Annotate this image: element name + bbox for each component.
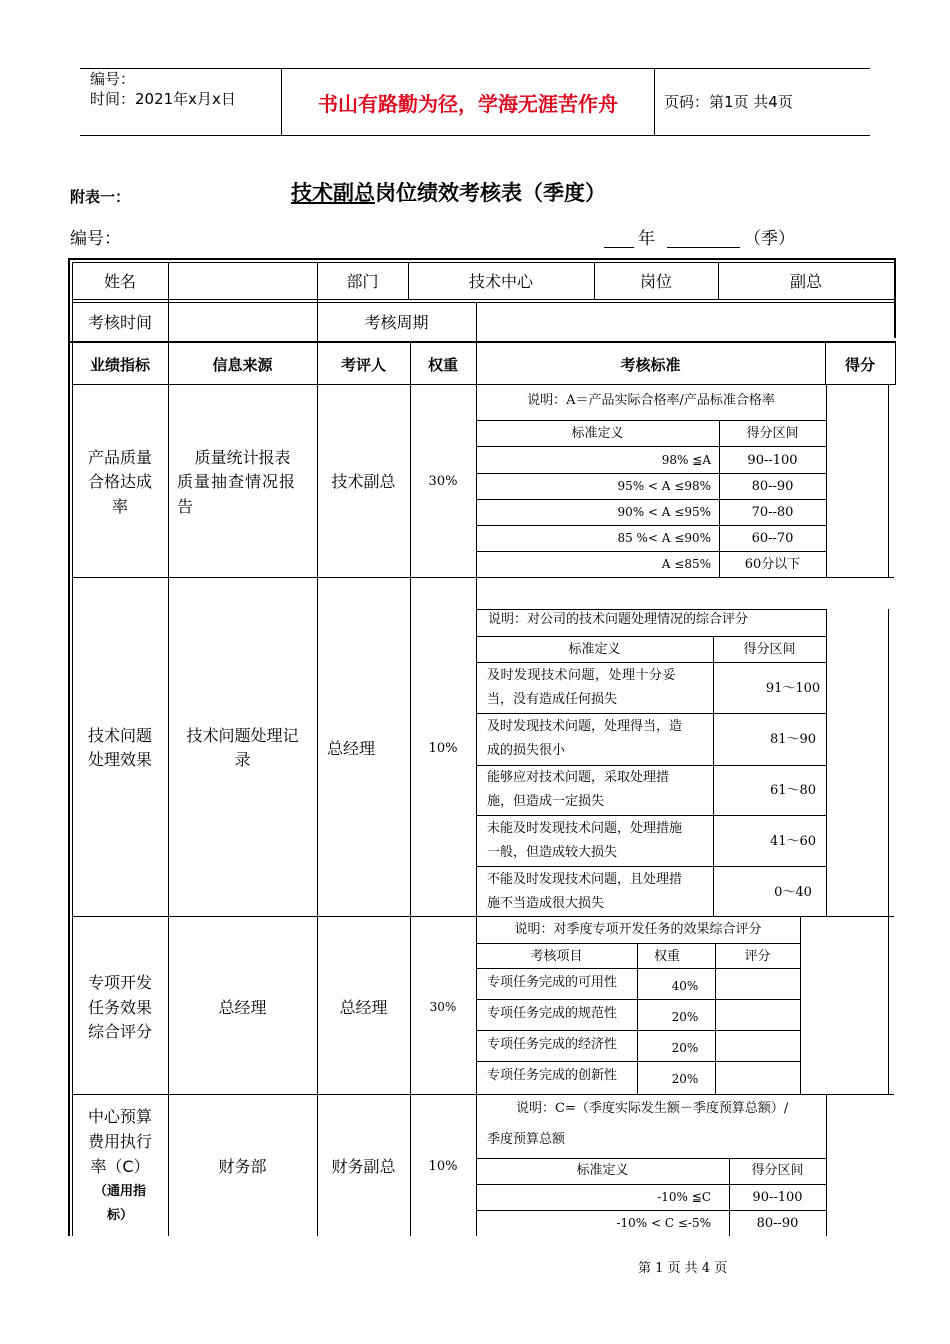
post-value: 副总 (789, 272, 822, 291)
col-score: 得分 (844, 356, 875, 374)
criteria-range: 41～60 (769, 834, 817, 849)
criteria-range: 60分以下 (744, 557, 801, 572)
criteria-head-item: 考核项目 (530, 949, 583, 964)
criteria-score-cell[interactable] (716, 1000, 799, 1029)
criteria-note: 季度预算总额 (487, 1132, 566, 1147)
criteria-range: 80--90 (751, 479, 794, 494)
criteria-range: 90--100 (752, 1190, 803, 1205)
col-indicator: 业绩指标 (89, 356, 150, 374)
weight: 30% (428, 474, 458, 489)
criteria-score-cell[interactable] (716, 969, 799, 998)
criteria-def: 及时发现技术问题，处理十分妥 (487, 668, 677, 683)
page-title-rest: 岗位绩效考核表（季度） (375, 181, 606, 205)
indicator-line: 产品质量 (87, 448, 152, 467)
post-label: 岗位 (639, 272, 672, 291)
criteria-head-score: 评分 (744, 949, 771, 964)
criteria-range: 91～100 (765, 681, 821, 696)
criteria-item: 专项任务完成的可用性 (487, 975, 618, 990)
criteria-range: 60--70 (751, 531, 794, 546)
dept-value: 技术中心 (468, 272, 533, 291)
source-line: 质量统计报表 (194, 448, 291, 467)
header-page-info: 页码：第1页 共4页 (664, 93, 793, 111)
criteria-weight: 20% (671, 1072, 699, 1086)
criteria-head-range: 得分区间 (743, 642, 796, 657)
criteria-item: 专项任务完成的经济性 (487, 1037, 618, 1052)
criteria-def: 90% < A ≤95% (617, 505, 711, 519)
indicator-line: 综合评分 (87, 1022, 152, 1041)
criteria-range: 0～40 (774, 885, 812, 900)
weight: 30% (429, 1000, 457, 1014)
criteria-weight: 20% (671, 1041, 699, 1055)
year-label: 年 (638, 229, 655, 249)
dept-label: 部门 (346, 272, 379, 291)
appendix-label: 附表一： (70, 188, 131, 206)
criteria-def: 及时发现技术问题，处理得当，造 (487, 719, 683, 734)
time-field[interactable] (170, 304, 316, 340)
indicator-line: 任务效果 (87, 998, 152, 1017)
criteria-def: 施，但造成一定损失 (487, 794, 605, 809)
name-label: 姓名 (103, 272, 136, 291)
page-title (291, 181, 606, 206)
criteria-head-weight: 权重 (653, 949, 680, 964)
indicator-line: 合格达成 (87, 472, 152, 491)
name-field[interactable] (170, 264, 316, 298)
criteria-weight: 20% (671, 1010, 699, 1024)
page-footer: 第 1 页 共 4 页 (638, 1261, 728, 1276)
criteria-def: 85 %< A ≤90% (617, 531, 711, 545)
criteria-range: 90--100 (747, 453, 798, 468)
year-blank[interactable] (604, 247, 634, 248)
criteria-item: 专项任务完成的规范性 (487, 1006, 618, 1021)
score-cell[interactable] (827, 611, 887, 915)
criteria-range: 81～90 (769, 732, 817, 747)
criteria-def: 一般，但造成较大损失 (487, 845, 618, 860)
criteria-range: 80--90 (756, 1216, 799, 1231)
indicator-line: 处理效果 (87, 750, 152, 769)
evaluator: 技术副总 (331, 472, 396, 491)
criteria-range: 61～80 (769, 783, 817, 798)
indicator-note: 标） (106, 1208, 133, 1223)
header-date-label: 时间：2021年x月x日 (90, 90, 236, 108)
criteria-score-cell[interactable] (716, 1062, 799, 1093)
indicator-line: 率（C） (90, 1157, 150, 1176)
score-cell[interactable] (827, 386, 887, 576)
criteria-def: A ≤85% (661, 557, 711, 571)
criteria-score-cell[interactable] (716, 1031, 799, 1060)
indicator-line: 中心预算 (87, 1107, 152, 1126)
score-cell[interactable] (801, 918, 887, 1093)
source-line: 质量抽查情况报 (177, 472, 297, 491)
season-blank[interactable] (667, 247, 740, 248)
indicator-line: 费用执行 (87, 1132, 152, 1151)
page-title-underlined: 技术副总 (291, 181, 375, 205)
weight: 10% (428, 1159, 458, 1174)
indicator-line: 技术问题 (87, 726, 152, 745)
source: 总经理 (218, 998, 267, 1017)
criteria-def: 不能及时发现技术问题，且处理措 (487, 872, 683, 887)
criteria-def: 施不当造成很大损失 (487, 896, 605, 911)
criteria-head-def: 标准定义 (571, 426, 624, 441)
criteria-note: 说明：对公司的技术问题处理情况的综合评分 (488, 612, 749, 627)
form-number-label: 编号： (70, 229, 121, 249)
header-motto: 书山有路勤为径，学海无涯苦作舟 (318, 92, 618, 116)
evaluator: 总经理 (339, 998, 388, 1017)
source-line: 录 (234, 750, 251, 769)
period-field[interactable] (478, 304, 893, 340)
header-number-label: 编号： (90, 70, 136, 88)
criteria-weight: 40% (671, 979, 699, 993)
season-label: （季） (744, 229, 795, 249)
col-evaluator: 考评人 (340, 356, 386, 374)
criteria-note: 说明：C=（季度实际发生额－季度预算总额）/ (516, 1101, 789, 1116)
criteria-note: 说明：A＝产品实际合格率/产品标准合格率 (527, 393, 775, 408)
col-criteria: 考核标准 (620, 356, 681, 374)
indicator-line: 率 (111, 497, 128, 516)
criteria-item: 专项任务完成的创新性 (487, 1068, 618, 1083)
indicator-line: 专项开发 (87, 973, 152, 992)
source: 财务部 (218, 1157, 267, 1176)
criteria-head-range: 得分区间 (746, 426, 799, 441)
source-line: 技术问题处理记 (186, 726, 299, 745)
criteria-def: 未能及时发现技术问题，处理措施 (487, 821, 683, 836)
col-source: 信息来源 (212, 356, 273, 374)
evaluator: 财务副总 (331, 1157, 396, 1176)
criteria-def: 成的损失很小 (487, 743, 566, 758)
criteria-def: -10% ≦C (657, 1190, 711, 1204)
criteria-head-range: 得分区间 (751, 1163, 804, 1178)
indicator-note: （通用指 (93, 1184, 146, 1199)
criteria-range: 70--80 (751, 505, 794, 520)
criteria-def: -10% < C ≤-5% (616, 1216, 711, 1230)
criteria-head-def: 标准定义 (576, 1163, 629, 1178)
criteria-def: 98% ≦A (661, 453, 711, 467)
criteria-def: 能够应对技术问题，采取处理措 (487, 770, 670, 785)
criteria-head-def: 标准定义 (568, 642, 621, 657)
period-label: 考核周期 (364, 313, 429, 332)
source-line: 告 (177, 497, 194, 516)
criteria-def: 95% < A ≤98% (617, 479, 711, 493)
evaluator: 总经理 (327, 739, 376, 758)
col-weight: 权重 (427, 356, 458, 374)
criteria-note: 说明：对季度专项开发任务的效果综合评分 (514, 922, 762, 937)
time-label: 考核时间 (87, 313, 152, 332)
criteria-def: 当，没有造成任何损失 (487, 692, 618, 707)
weight: 10% (428, 741, 458, 756)
